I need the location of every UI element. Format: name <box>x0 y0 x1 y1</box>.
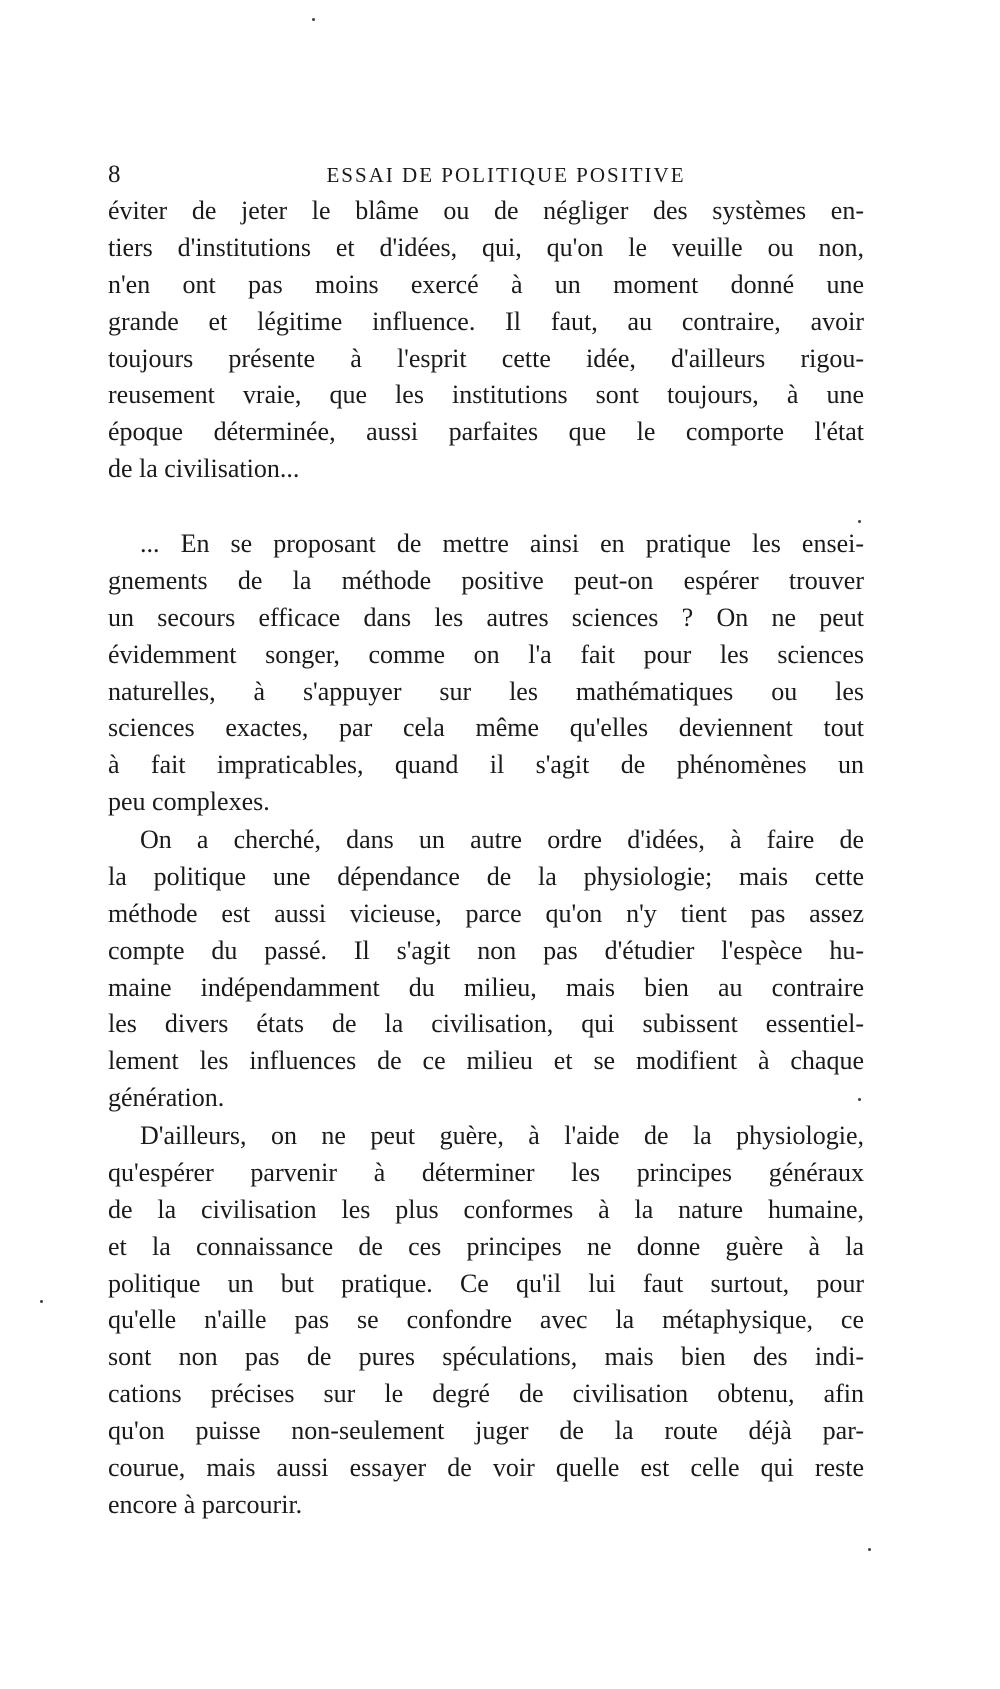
text-line: époque déterminée, aussi parfaites que le comporte l'état <box>108 417 864 447</box>
scan-speck <box>858 1098 861 1101</box>
text-line: sont non pas de pures spéculations, mais bien des indi- <box>108 1342 864 1372</box>
text-line: peu complexes. <box>108 787 270 817</box>
text-line: grande et légitime influence. Il faut, au contraire, avoir <box>108 306 864 336</box>
text-line: un secours efficace dans les autres sciences ? On ne peut <box>108 602 864 632</box>
paragraph-4 <box>108 1118 864 1524</box>
text-line: évidemment songer, comme on l'a fait pour les sciences <box>108 639 864 669</box>
text-line: génération. <box>108 1083 225 1113</box>
text-line: toujours présente à l'esprit cette idée, d'ailleurs rigou- <box>108 343 864 373</box>
paragraph-3 <box>108 822 864 1117</box>
scan-speck <box>312 18 315 21</box>
text-line: compte du passé. Il s'agit non pas d'étudier l'espèce hu- <box>108 935 864 965</box>
text-line: qu'espérer parvenir à déterminer les principes généraux <box>108 1157 864 1187</box>
scan-speck <box>868 1548 871 1551</box>
text-line: les divers états de la civilisation, qui subissent essentiel- <box>108 1009 864 1039</box>
text-line: et la connaissance de ces principes ne donne guère à la <box>108 1231 864 1261</box>
running-title: ESSAI DE POLITIQUE POSITIVE <box>326 163 686 187</box>
text-line: qu'elle n'aille pas se confondre avec la métaphysique, ce <box>108 1305 864 1335</box>
running-head <box>108 160 864 190</box>
text-line: courue, mais aussi essayer de voir quelle est celle qui reste <box>108 1453 864 1483</box>
text-line: sciences exactes, par cela même qu'elles deviennent tout <box>108 713 864 743</box>
text-line: politique un but pratique. Ce qu'il lui faut surtout, pour <box>108 1268 864 1298</box>
text-line: On a cherché, dans un autre ordre d'idées, à faire de <box>140 825 864 854</box>
paragraph-1 <box>108 193 864 488</box>
text-line: méthode est aussi vicieuse, parce qu'on n'y tient pas assez <box>108 898 864 928</box>
text-line: D'ailleurs, on ne peut guère, à l'aide de la physiologie, <box>140 1121 864 1150</box>
text-line: naturelles, à s'appuyer sur les mathématiques ou les <box>108 676 864 706</box>
text-line: encore à parcourir. <box>108 1489 303 1519</box>
text-line: reusement vraie, que les institutions sont toujours, à une <box>108 380 864 410</box>
text-line: à fait impraticables, quand il s'agit de phénomènes un <box>108 750 864 780</box>
scan-speck <box>40 1300 43 1303</box>
text-line: maine indépendamment du milieu, mais bien au contraire <box>108 972 864 1002</box>
text-line: la politique une dépendance de la physiologie; mais cette <box>108 861 864 891</box>
text-line: n'en ont pas moins exercé à un moment donné une <box>108 269 864 299</box>
text-line: lement les influences de ce milieu et se modifient à chaque <box>108 1046 864 1076</box>
text-line: qu'on puisse non-seulement juger de la route déjà par- <box>108 1416 864 1446</box>
text-line: gnements de la méthode positive peut-on espérer trouver <box>108 565 864 595</box>
text-line: de la civilisation les plus conformes à la nature humaine, <box>108 1194 864 1224</box>
page-number: 8 <box>108 161 121 188</box>
text-line: ... En se proposant de mettre ainsi en pratique les ensei- <box>140 529 864 558</box>
text-line: de la civilisation... <box>108 454 300 484</box>
text-line: tiers d'institutions et d'idées, qui, qu'on le veuille ou non, <box>108 232 864 262</box>
text-line: éviter de jeter le blâme ou de négliger des systèmes en- <box>108 196 864 225</box>
scan-speck <box>858 520 861 523</box>
paragraph-2 <box>108 526 864 821</box>
text-line: cations précises sur le degré de civilisation obtenu, afin <box>108 1379 864 1409</box>
